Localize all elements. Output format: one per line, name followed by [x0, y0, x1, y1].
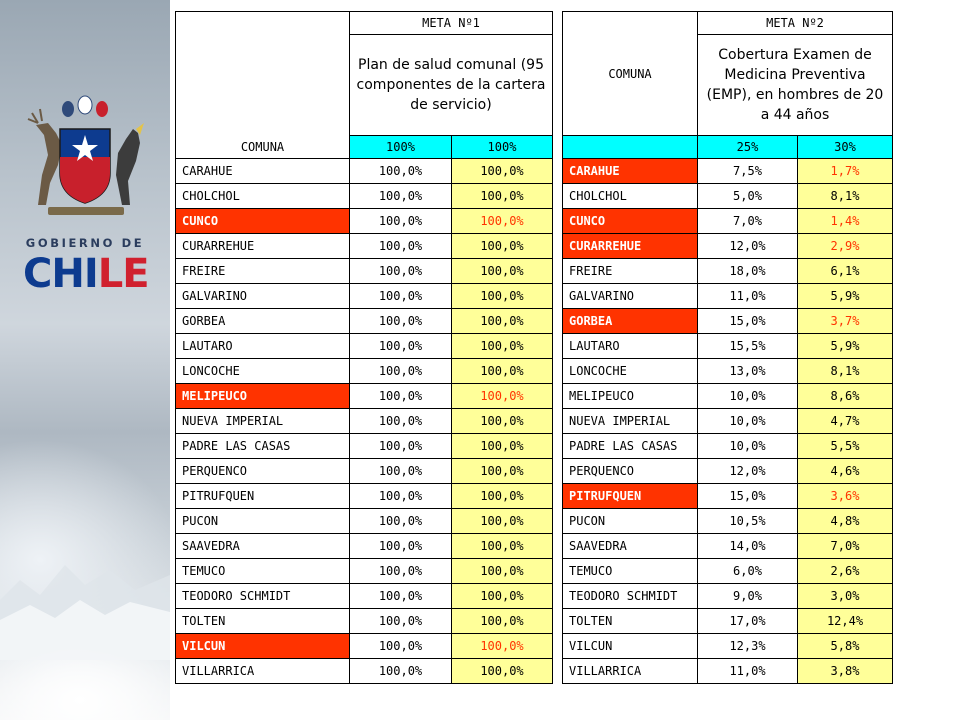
value-cell: 100,0%	[350, 534, 452, 559]
table-row	[176, 634, 553, 659]
table-row	[563, 184, 893, 209]
target-header: 30%	[798, 136, 893, 159]
value-cell: 15,0%	[698, 484, 798, 509]
table-row	[176, 309, 553, 334]
table-row	[176, 184, 553, 209]
value-cell: 12,3%	[698, 634, 798, 659]
value-cell: 11,0%	[698, 659, 798, 684]
meta-title: META Nº2	[698, 12, 893, 35]
value-cell: 100,0%	[452, 384, 553, 409]
value-cell: 1,4%	[798, 209, 893, 234]
value-cell: 100,0%	[452, 534, 553, 559]
value-cell: 100,0%	[452, 209, 553, 234]
value-cell: 100,0%	[350, 334, 452, 359]
value-cell: 3,6%	[798, 484, 893, 509]
comuna-name-cell: CHOLCHOL	[563, 184, 698, 209]
table-row	[563, 659, 893, 684]
value-cell: 5,5%	[798, 434, 893, 459]
value-cell: 7,0%	[798, 534, 893, 559]
value-cell: 10,0%	[698, 409, 798, 434]
value-cell: 100,0%	[350, 559, 452, 584]
table-row	[563, 584, 893, 609]
table-row	[176, 459, 553, 484]
comuna-name-cell: VILLARRICA	[176, 659, 350, 684]
table-row	[176, 359, 553, 384]
table-row	[563, 484, 893, 509]
comuna-name-cell: CUNCO	[563, 209, 698, 234]
brand-line-1: GOBIERNO DE	[25, 236, 145, 250]
comuna-name-cell: MELIPEUCO	[563, 384, 698, 409]
value-cell: 100,0%	[350, 434, 452, 459]
value-cell: 3,8%	[798, 659, 893, 684]
value-cell: 100,0%	[452, 459, 553, 484]
value-cell: 100,0%	[350, 409, 452, 434]
value-cell: 100,0%	[452, 234, 553, 259]
comuna-name-cell: CARAHUE	[563, 159, 698, 184]
comuna-name-cell: GORBEA	[563, 309, 698, 334]
meta-description: Plan de salud comunal (95 componentes de la cartera de servicio)	[350, 35, 553, 136]
table-row	[563, 209, 893, 234]
comuna-name-cell: VILCUN	[563, 634, 698, 659]
comuna-name-cell: PUCON	[563, 509, 698, 534]
value-cell: 100,0%	[452, 409, 553, 434]
comuna-name-cell: LONCOCHE	[176, 359, 350, 384]
comuna-name-cell: SAAVEDRA	[176, 534, 350, 559]
value-cell: 15,0%	[698, 309, 798, 334]
value-cell: 8,1%	[798, 184, 893, 209]
target-header: 100%	[452, 136, 553, 159]
comuna-name-cell: NUEVA IMPERIAL	[176, 409, 350, 434]
value-cell: 100,0%	[452, 284, 553, 309]
value-cell: 6,0%	[698, 559, 798, 584]
value-cell: 100,0%	[452, 159, 553, 184]
value-cell: 100,0%	[452, 484, 553, 509]
value-cell: 100,0%	[452, 584, 553, 609]
value-cell: 9,0%	[698, 584, 798, 609]
comuna-name-cell: FREIRE	[176, 259, 350, 284]
comuna-name-cell: GALVARINO	[563, 284, 698, 309]
value-cell: 2,9%	[798, 234, 893, 259]
value-cell: 100,0%	[350, 584, 452, 609]
value-cell: 1,7%	[798, 159, 893, 184]
table-row	[176, 559, 553, 584]
value-cell: 100,0%	[350, 209, 452, 234]
table-row	[563, 634, 893, 659]
comuna-name-cell: PUCON	[176, 509, 350, 534]
value-cell: 7,5%	[698, 159, 798, 184]
comuna-name-cell: CHOLCHOL	[176, 184, 350, 209]
value-cell: 100,0%	[452, 259, 553, 284]
table-row	[563, 159, 893, 184]
table-row	[176, 234, 553, 259]
table-row	[563, 359, 893, 384]
comuna-name-cell: CARAHUE	[176, 159, 350, 184]
table-row	[563, 434, 893, 459]
table-row	[563, 234, 893, 259]
table-row	[563, 459, 893, 484]
value-cell: 11,0%	[698, 284, 798, 309]
meta-2-table	[562, 11, 893, 684]
table-row	[563, 284, 893, 309]
value-cell: 100,0%	[452, 609, 553, 634]
table-row	[563, 309, 893, 334]
table-row	[176, 659, 553, 684]
comuna-name-cell: PITRUFQUEN	[176, 484, 350, 509]
value-cell: 10,5%	[698, 509, 798, 534]
table-row	[563, 559, 893, 584]
target-header: 25%	[698, 136, 798, 159]
comuna-name-cell: LAUTARO	[176, 334, 350, 359]
comuna-name-cell: PERQUENCO	[563, 459, 698, 484]
comuna-name-cell: CUNCO	[176, 209, 350, 234]
comuna-name-cell: CURARREHUE	[176, 234, 350, 259]
value-cell: 8,1%	[798, 359, 893, 384]
table-row	[563, 509, 893, 534]
value-cell: 100,0%	[452, 334, 553, 359]
value-cell: 100,0%	[350, 159, 452, 184]
value-cell: 100,0%	[350, 459, 452, 484]
comuna-name-cell: TOLTEN	[563, 609, 698, 634]
value-cell: 5,9%	[798, 334, 893, 359]
comuna-name-cell: NUEVA IMPERIAL	[563, 409, 698, 434]
value-cell: 6,1%	[798, 259, 893, 284]
table-row	[176, 259, 553, 284]
comuna-name-cell: MELIPEUCO	[176, 384, 350, 409]
brand-line-2: CHILE	[23, 251, 149, 297]
value-cell: 10,0%	[698, 384, 798, 409]
table-row	[176, 384, 553, 409]
meta-title: META Nº1	[350, 12, 553, 35]
value-cell: 18,0%	[698, 259, 798, 284]
value-cell: 5,8%	[798, 634, 893, 659]
table-row	[563, 609, 893, 634]
table-row	[176, 209, 553, 234]
value-cell: 5,0%	[698, 184, 798, 209]
comuna-name-cell: VILLARRICA	[563, 659, 698, 684]
comuna-name-cell: TEMUCO	[176, 559, 350, 584]
meta-description: Cobertura Examen de Medicina Preventiva (EMP), en hombres de 20 a 44 años	[698, 35, 893, 136]
table-row	[176, 584, 553, 609]
value-cell: 100,0%	[350, 259, 452, 284]
comuna-name-cell: SAAVEDRA	[563, 534, 698, 559]
value-cell: 100,0%	[452, 434, 553, 459]
table-row	[563, 384, 893, 409]
table-row	[563, 259, 893, 284]
value-cell: 100,0%	[452, 509, 553, 534]
coat-of-arms-icon	[18, 95, 153, 225]
comuna-name-cell: FREIRE	[563, 259, 698, 284]
value-cell: 100,0%	[350, 309, 452, 334]
sidebar-photo-panel	[0, 0, 170, 720]
value-cell: 15,5%	[698, 334, 798, 359]
value-cell: 100,0%	[350, 509, 452, 534]
table-row	[176, 484, 553, 509]
comuna-name-cell: GALVARINO	[176, 284, 350, 309]
value-cell: 100,0%	[350, 359, 452, 384]
value-cell: 2,6%	[798, 559, 893, 584]
table-row	[176, 409, 553, 434]
comuna-name-cell: GORBEA	[176, 309, 350, 334]
value-cell: 100,0%	[350, 184, 452, 209]
value-cell: 100,0%	[452, 634, 553, 659]
value-cell: 17,0%	[698, 609, 798, 634]
comuna-name-cell: PADRE LAS CASAS	[563, 434, 698, 459]
value-cell: 100,0%	[350, 634, 452, 659]
comuna-name-cell: LONCOCHE	[563, 359, 698, 384]
value-cell: 8,6%	[798, 384, 893, 409]
comuna-column-header: COMUNA	[563, 12, 698, 136]
value-cell: 13,0%	[698, 359, 798, 384]
value-cell: 100,0%	[452, 559, 553, 584]
value-cell: 5,9%	[798, 284, 893, 309]
value-cell: 12,4%	[798, 609, 893, 634]
value-cell: 14,0%	[698, 534, 798, 559]
table-row	[176, 534, 553, 559]
target-header-blank	[563, 136, 698, 159]
comuna-name-cell: TEODORO SCHMIDT	[563, 584, 698, 609]
meta-1-table	[175, 11, 553, 684]
table-row	[563, 334, 893, 359]
comuna-name-cell: TEMUCO	[563, 559, 698, 584]
value-cell: 100,0%	[350, 234, 452, 259]
comuna-name-cell: LAUTARO	[563, 334, 698, 359]
table-row	[563, 534, 893, 559]
table-row	[176, 284, 553, 309]
value-cell: 100,0%	[350, 609, 452, 634]
table-row	[176, 334, 553, 359]
value-cell: 100,0%	[350, 384, 452, 409]
value-cell: 100,0%	[452, 309, 553, 334]
comuna-name-cell: PADRE LAS CASAS	[176, 434, 350, 459]
comuna-name-cell: TOLTEN	[176, 609, 350, 634]
table-row	[176, 434, 553, 459]
target-header: 100%	[350, 136, 452, 159]
value-cell: 4,6%	[798, 459, 893, 484]
table-row	[176, 159, 553, 184]
comuna-column-header: COMUNA	[176, 12, 350, 159]
comuna-name-cell: PITRUFQUEN	[563, 484, 698, 509]
value-cell: 3,0%	[798, 584, 893, 609]
mountain-ridge-image	[0, 540, 170, 660]
comuna-name-cell: CURARREHUE	[563, 234, 698, 259]
value-cell: 12,0%	[698, 234, 798, 259]
value-cell: 100,0%	[350, 284, 452, 309]
value-cell: 12,0%	[698, 459, 798, 484]
value-cell: 10,0%	[698, 434, 798, 459]
comuna-name-cell: PERQUENCO	[176, 459, 350, 484]
value-cell: 100,0%	[452, 359, 553, 384]
comuna-name-cell: VILCUN	[176, 634, 350, 659]
table-row	[176, 509, 553, 534]
value-cell: 100,0%	[350, 484, 452, 509]
table-row	[176, 609, 553, 634]
value-cell: 4,7%	[798, 409, 893, 434]
value-cell: 7,0%	[698, 209, 798, 234]
value-cell: 3,7%	[798, 309, 893, 334]
table-row	[563, 409, 893, 434]
value-cell: 100,0%	[452, 184, 553, 209]
value-cell: 100,0%	[452, 659, 553, 684]
value-cell: 100,0%	[350, 659, 452, 684]
comuna-name-cell: TEODORO SCHMIDT	[176, 584, 350, 609]
value-cell: 4,8%	[798, 509, 893, 534]
